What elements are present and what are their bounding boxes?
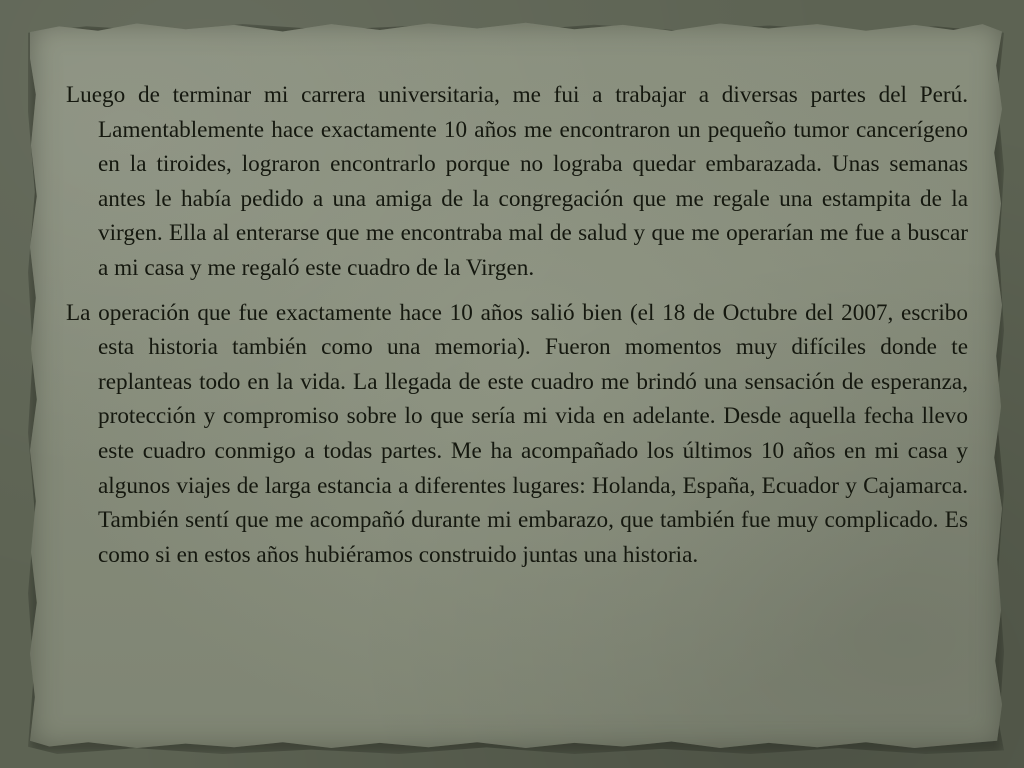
paragraph-2: La operación que fue exactamente hace 10 años salió bien (el 18 de Octubre del 2007, escribo esta historia también como una memoria). Fueron momentos muy difíciles donde te replanteas todo en la vida. La llegada de este cuadro me brindó una sensación de esperanza, protección y compromiso sobre lo que sería mi vida en adelante. Desde aquella fecha llevo este cuadro conmigo a todas partes. Me ha acompañado los últimos 10 años en mi casa y algunos viajes de larga estancia a diferentes lugares: Holanda, España, Ecuador y Cajamarca. También sentí que me acompañó durante mi embarazo, que también fue muy complicado. Es como si en estos años hubiéramos construido juntas una historia. [66,299,968,568]
paragraph-1: Luego de terminar mi carrera universitaria, me fui a trabajar a diversas partes del Perú. Lamentablemente hace exactamente 10 años me encontraron un pequeño tumor cancerígeno en la tiroides, lograron encontrarlo porque no lograba quedar embarazada. Unas semanas antes le había pedido a una amiga de la congregación que me regale una estampita de la virgen. Ella al enterarse que me encontraba mal de salud y que me operarían me fue a buscar a mi casa y me regaló este cuadro de la Virgen. [66,82,968,281]
text-body [66,78,968,582]
